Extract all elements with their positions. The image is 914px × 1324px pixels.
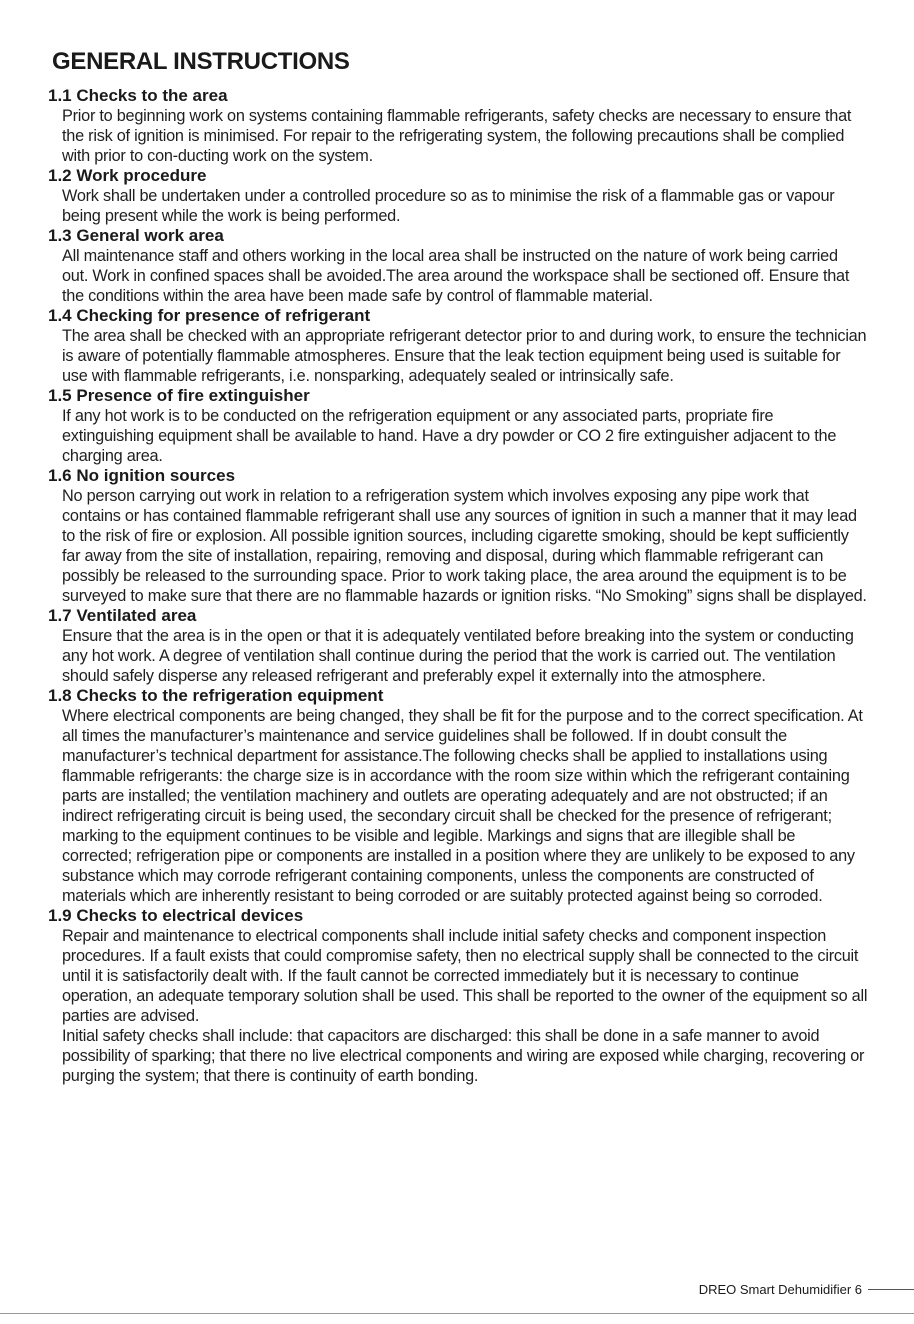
section-heading: 1.1 Checks to the area	[48, 86, 228, 105]
footer-text: DREO Smart Dehumidifier 6	[698, 1282, 862, 1297]
page-footer	[699, 1282, 914, 1297]
section-heading: 1.5 Presence of fire extinguisher	[48, 386, 310, 405]
section	[48, 166, 868, 226]
section	[48, 606, 868, 686]
section	[48, 226, 868, 306]
section-heading: 1.6 No ignition sources	[48, 466, 236, 485]
section-heading: 1.2 Work procedure	[48, 166, 207, 185]
footer-rule	[868, 1289, 914, 1290]
section-paragraph: Where electrical components are being changed, they shall be fit for the purpose and to the correct specification. At all times the manufacturer’s maintenance and service guidelines shall be followed. If in doubt consult the manufacturer’s technical department for assistance.The following checks shall be applied to installations using flammable refrigerants: the charge size is in accordance with the room size within which the refrigerant containing parts are installed; the ventilation machinery and outlets are operating adequately and are not obstructed; if an indirect refrigerating circuit is being used, the secondary circuit shall be checked for the presence of refrigerant; marking to the equipment continues to be visible and legible. Markings and signs that are illegible shall be corrected; refrigeration pipe or components are installed in a position where they are unlikely to be exposed to any substance which may corrode refrigerant containing components, unless the components are constructed of materials which are inherently resistant to being corroded or are suitably protected against being so corroded.	[62, 707, 863, 905]
page-title: GENERAL INSTRUCTIONS	[52, 48, 350, 75]
section-heading: 1.8 Checks to the refrigeration equipment	[48, 686, 384, 705]
section-paragraph: Repair and maintenance to electrical components shall include initial safety checks and component inspection procedures. If a fault exists that could compromise safety, then no electrical supply shall be connected to the circuit until it is satisfactorily dealt with. If the fault cannot be corrected immediately but it is necessary to continue operation, an adequate temporary solution shall be used. This shall be reported to the owner of the equipment so all parties are advised.	[62, 927, 868, 1025]
section-paragraph: The area shall be checked with an appropriate refrigerant detector prior to and during work, to ensure the technician is aware of potentially flammable atmospheres. Ensure that the leak tection equipment being used is suitable for use with flammable refrigerants, i.e. nonsparking, adequately sealed or intrinsically safe.	[62, 327, 867, 385]
section	[48, 306, 868, 386]
section-paragraph: Ensure that the area is in the open or that it is adequately ventilated before breaking into the system or conducting any hot work. A degree of ventilation shall continue during the period that the work is carried out. The ventilation should safely disperse any released refrigerant and preferably expel it externally into the atmosphere.	[62, 627, 854, 685]
section-heading: 1.7 Ventilated area	[48, 606, 197, 625]
section-paragraph: Work shall be undertaken under a controlled procedure so as to minimise the risk of a flammable gas or vapour being present while the work is being performed.	[62, 187, 835, 225]
page-bottom-divider	[0, 1313, 914, 1314]
section-paragraph: All maintenance staff and others working in the local area shall be instructed on the nature of work being carried out. Work in confined spaces shall be avoided.The area around the workspace shall be sectioned off. Ensure that the conditions within the area have been made safe by control of flammable material.	[62, 247, 850, 305]
section-heading: 1.9 Checks to electrical devices	[48, 906, 304, 925]
section-paragraph: If any hot work is to be conducted on the refrigeration equipment or any associated parts, propriate fire extinguishing equipment shall be available to hand. Have a dry powder or CO 2 fire extinguisher adjacent to the charging area.	[62, 407, 837, 465]
section-heading: 1.3 General work area	[48, 226, 224, 245]
instructions-content	[48, 86, 868, 1086]
section-paragraph: No person carrying out work in relation to a refrigeration system which involves exposing any pipe work that contains or has contained flammable refrigerant shall use any sources of ignition in such a manner that it may lead to the risk of fire or explosion. All possible ignition sources, including cigarette smoking, should be kept sufficiently far away from the site of installation, repairing, removing and disposal, during which flammable refrigerant can possibly be released to the surrounding space. Prior to work taking place, the area around the equipment is to be surveyed to make sure that there are no flammable hazards or ignition risks. “No Smoking” signs shall be displayed.	[62, 487, 867, 605]
section-heading: 1.4 Checking for presence of refrigerant	[48, 306, 371, 325]
section	[48, 686, 868, 906]
section-paragraph: Initial safety checks shall include: that capacitors are discharged: this shall be done in a safe manner to avoid possibility of sparking; that there no live electrical components and wiring are exposed while charging, recovering or purging the system; that there is continuity of earth bonding.	[62, 1027, 865, 1085]
section	[48, 466, 868, 606]
section	[48, 86, 868, 166]
section-paragraph: Prior to beginning work on systems containing flammable refrigerants, safety checks are necessary to ensure that the risk of ignition is minimised. For repair to the refrigerating system, the following precautions shall be complied with prior to con-ducting work on the system.	[62, 107, 852, 165]
section	[48, 906, 868, 1086]
section	[48, 386, 868, 466]
